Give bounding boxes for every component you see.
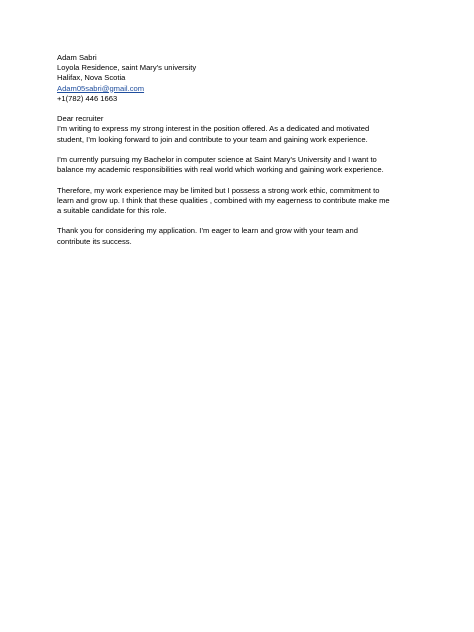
sender-block (57, 53, 417, 104)
paragraph-line: Therefore, my work experience may be limited but I possess a strong work ethic, commitment to (57, 185, 380, 195)
paragraph-line: balance my academic responsibilities with real world which working and gaining work experience. (57, 165, 384, 175)
paragraph-3 (57, 186, 417, 217)
paragraph-line: I’m writing to express my strong interest in the position offered. As a dedicated and motivated (57, 124, 370, 134)
paragraph-line: a suitable candidate for this role. (57, 206, 167, 215)
paragraph-2 (57, 155, 417, 175)
sender-phone: +1(782) 446 1663 (57, 93, 118, 103)
paragraph-line: learn and grow up. I think that these qualities , combined with my eagerness to contribute make me (57, 195, 390, 205)
sender-address-line2: Halifax, Nova Scotia (57, 73, 126, 83)
paragraph-1 (57, 124, 417, 144)
paragraph-line: Thank you for considering my application. I’m eager to learn and grow with your team and (57, 226, 358, 236)
sender-name: Adam Sabri (57, 53, 97, 62)
paragraph-4 (57, 226, 417, 246)
paragraph-line: contribute its success. (57, 236, 132, 246)
sender-email-link[interactable]: Adam05sabri@gmail.com (57, 83, 145, 93)
paragraph-line: student, I’m looking forward to join and contribute to your team and gaining work experience. (57, 134, 368, 144)
letter-body (57, 53, 417, 257)
paragraph-line: I’m currently pursuing my Bachelor in computer science at Saint Mary’s University and I want to (57, 155, 377, 164)
sender-address-line1: Loyola Residence, saint Mary’s university (57, 63, 197, 73)
salutation: Dear recruiter (57, 114, 104, 124)
